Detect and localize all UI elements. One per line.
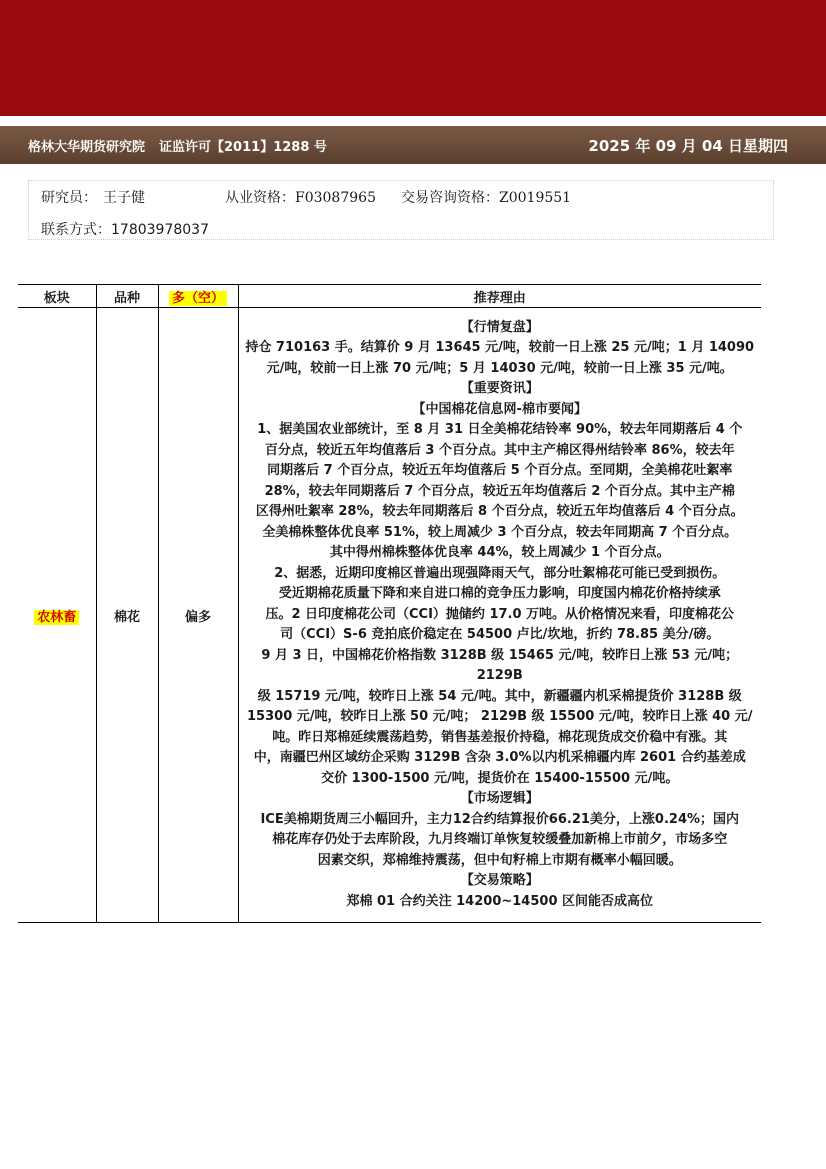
consult-label: 交易咨询资格： [401, 190, 499, 206]
reason-line: 1、据美国农业部统计，至 8 月 31 日全美棉花结铃率 90%，较去年同期落后 4 个 [257, 422, 743, 438]
reason-line: 百分点，较近五年均值落后 3 个百分点。其中主产棉区得州结铃率 86%，较去年 [264, 442, 735, 458]
reason-line: 【市场逻辑】 [460, 791, 539, 807]
reason-line: 因素交织，郑棉维持震荡，但中旬籽棉上市期有概率小幅回暖。 [317, 852, 682, 868]
reason-line: 【交易策略】 [460, 873, 539, 889]
qualification-number: F03087965 [295, 190, 376, 206]
contact-row [41, 219, 209, 239]
researcher-label: 研究员： [41, 190, 97, 206]
header-reason: 推荐理由 [238, 285, 761, 308]
reason-line: 15300 元/吨，较昨日上涨 50 元/吨； 2129B 级 15500 元/吨，较昨日上涨 40 元/ [247, 709, 753, 725]
reason-line: ICE美棉期货周三小幅回升，主力12合约结算报价66.21美分，上涨0.24%；国内 [260, 811, 740, 827]
org-name: 格林大华期货研究院 [28, 140, 146, 155]
reason-line: 【重要资讯】 [460, 381, 539, 397]
reason-line: 持仓 710163 手。结算价 9 月 13645 元/吨，较前一日上涨 25 元/吨；1 月 14090 [245, 340, 755, 356]
reason-line: 【中国棉花信息网-棉市要闻】 [412, 401, 587, 417]
table-header-row [18, 285, 761, 308]
reason-line: 司（CCI）S-6 竞拍底价稳定在 54500 卢比/坎地，折约 78.85 美分/磅。 [280, 627, 720, 643]
reason-line: 元/吨，较前一日上涨 70 元/吨；5 月 14030 元/吨，较前一日上涨 35 元/吨。 [266, 360, 733, 376]
researcher-name: 王子健 [103, 190, 145, 206]
header-variety: 品种 [96, 285, 158, 308]
reason-line: 9 月 3 日，中国棉花价格指数 3128B 级 15465 元/吨，较昨日上涨 53 元/吨；2129B [261, 647, 739, 684]
reason-line: 28%，较去年同期落后 7 个百分点，较近五年均值落后 2 个百分点。其中主产棉 [264, 483, 735, 499]
recommendation-table [18, 284, 761, 923]
researcher-row [41, 187, 571, 207]
org-info [28, 136, 341, 155]
qualification-label: 从业资格： [225, 190, 295, 206]
header-bar [0, 126, 826, 164]
reason-line: 其中得州棉株整体优良率 44%，较上周减少 1 个百分点。 [329, 545, 670, 561]
top-red-band [0, 0, 826, 116]
cell-variety: 棉花 [96, 308, 158, 923]
reason-line: 区得州吐絮率 28%，较去年同期落后 8 个百分点，较近五年均值落后 4 个百分点。 [255, 504, 744, 520]
consult-number: Z0019551 [499, 190, 572, 206]
reason-line: 交价 1300-1500 元/吨，提货价在 15400-15500 元/吨。 [321, 770, 679, 786]
reason-line: 受近期棉花质量下降和来自进口棉的竞争压力影响，印度国内棉花价格持续承 [278, 586, 721, 602]
contact-number: 17803978037 [111, 222, 209, 238]
contact-label: 联系方式： [41, 222, 111, 238]
reason-line: 2、据悉，近期印度棉区普遍出现强降雨天气，部分吐絮棉花可能已受到损伤。 [274, 565, 726, 581]
header-direction-label: 多（空） [169, 291, 227, 306]
reason-line: 级 15719 元/吨，较昨日上涨 54 元/吨。其中，新疆疆内机采棉提货价 3128B 级 [257, 688, 742, 704]
reason-line: 郑棉 01 合约关注 14200~14500 区间能否成高位 [346, 893, 654, 909]
researcher-info [28, 180, 774, 240]
reason-line: 压。2 日印度棉花公司（CCI）抛储约 17.0 万吨。从价格情况来看，印度棉花公 [265, 606, 735, 622]
reason-text [239, 318, 762, 913]
license-number: 证监许可【2011】1288 号 [159, 140, 327, 155]
reason-line: 吨。昨日郑棉延续震荡趋势，销售基差报价持稳，棉花现货成交价稳中有涨。其 [272, 729, 728, 745]
reason-line: 棉花库存仍处于去库阶段，九月终端订单恢复较缓叠加新棉上市前夕，市场多空 [272, 832, 728, 848]
header-sector: 板块 [18, 285, 96, 308]
reason-line: 中，南疆巴州区域纺企采购 3129B 含杂 3.0%以内机采棉疆内库 2601 合约基差成 [253, 750, 746, 766]
cell-direction: 偏多 [158, 308, 238, 923]
cell-reason [238, 308, 761, 923]
reason-line: 同期落后 7 个百分点，较近五年均值落后 5 个百分点。至同期，全美棉花吐絮率 [267, 463, 733, 479]
sector-label: 农林畜 [34, 610, 79, 625]
header-direction [158, 285, 238, 308]
reason-line: 全美棉株整体优良率 51%，较上周减少 3 个百分点，较去年同期高 7 个百分点。 [262, 524, 738, 540]
report-date: 2025 年 09 月 04 日星期四 [588, 137, 788, 155]
reason-line: 【行情复盘】 [460, 319, 539, 335]
cell-sector [18, 308, 96, 923]
table-row [18, 308, 761, 923]
